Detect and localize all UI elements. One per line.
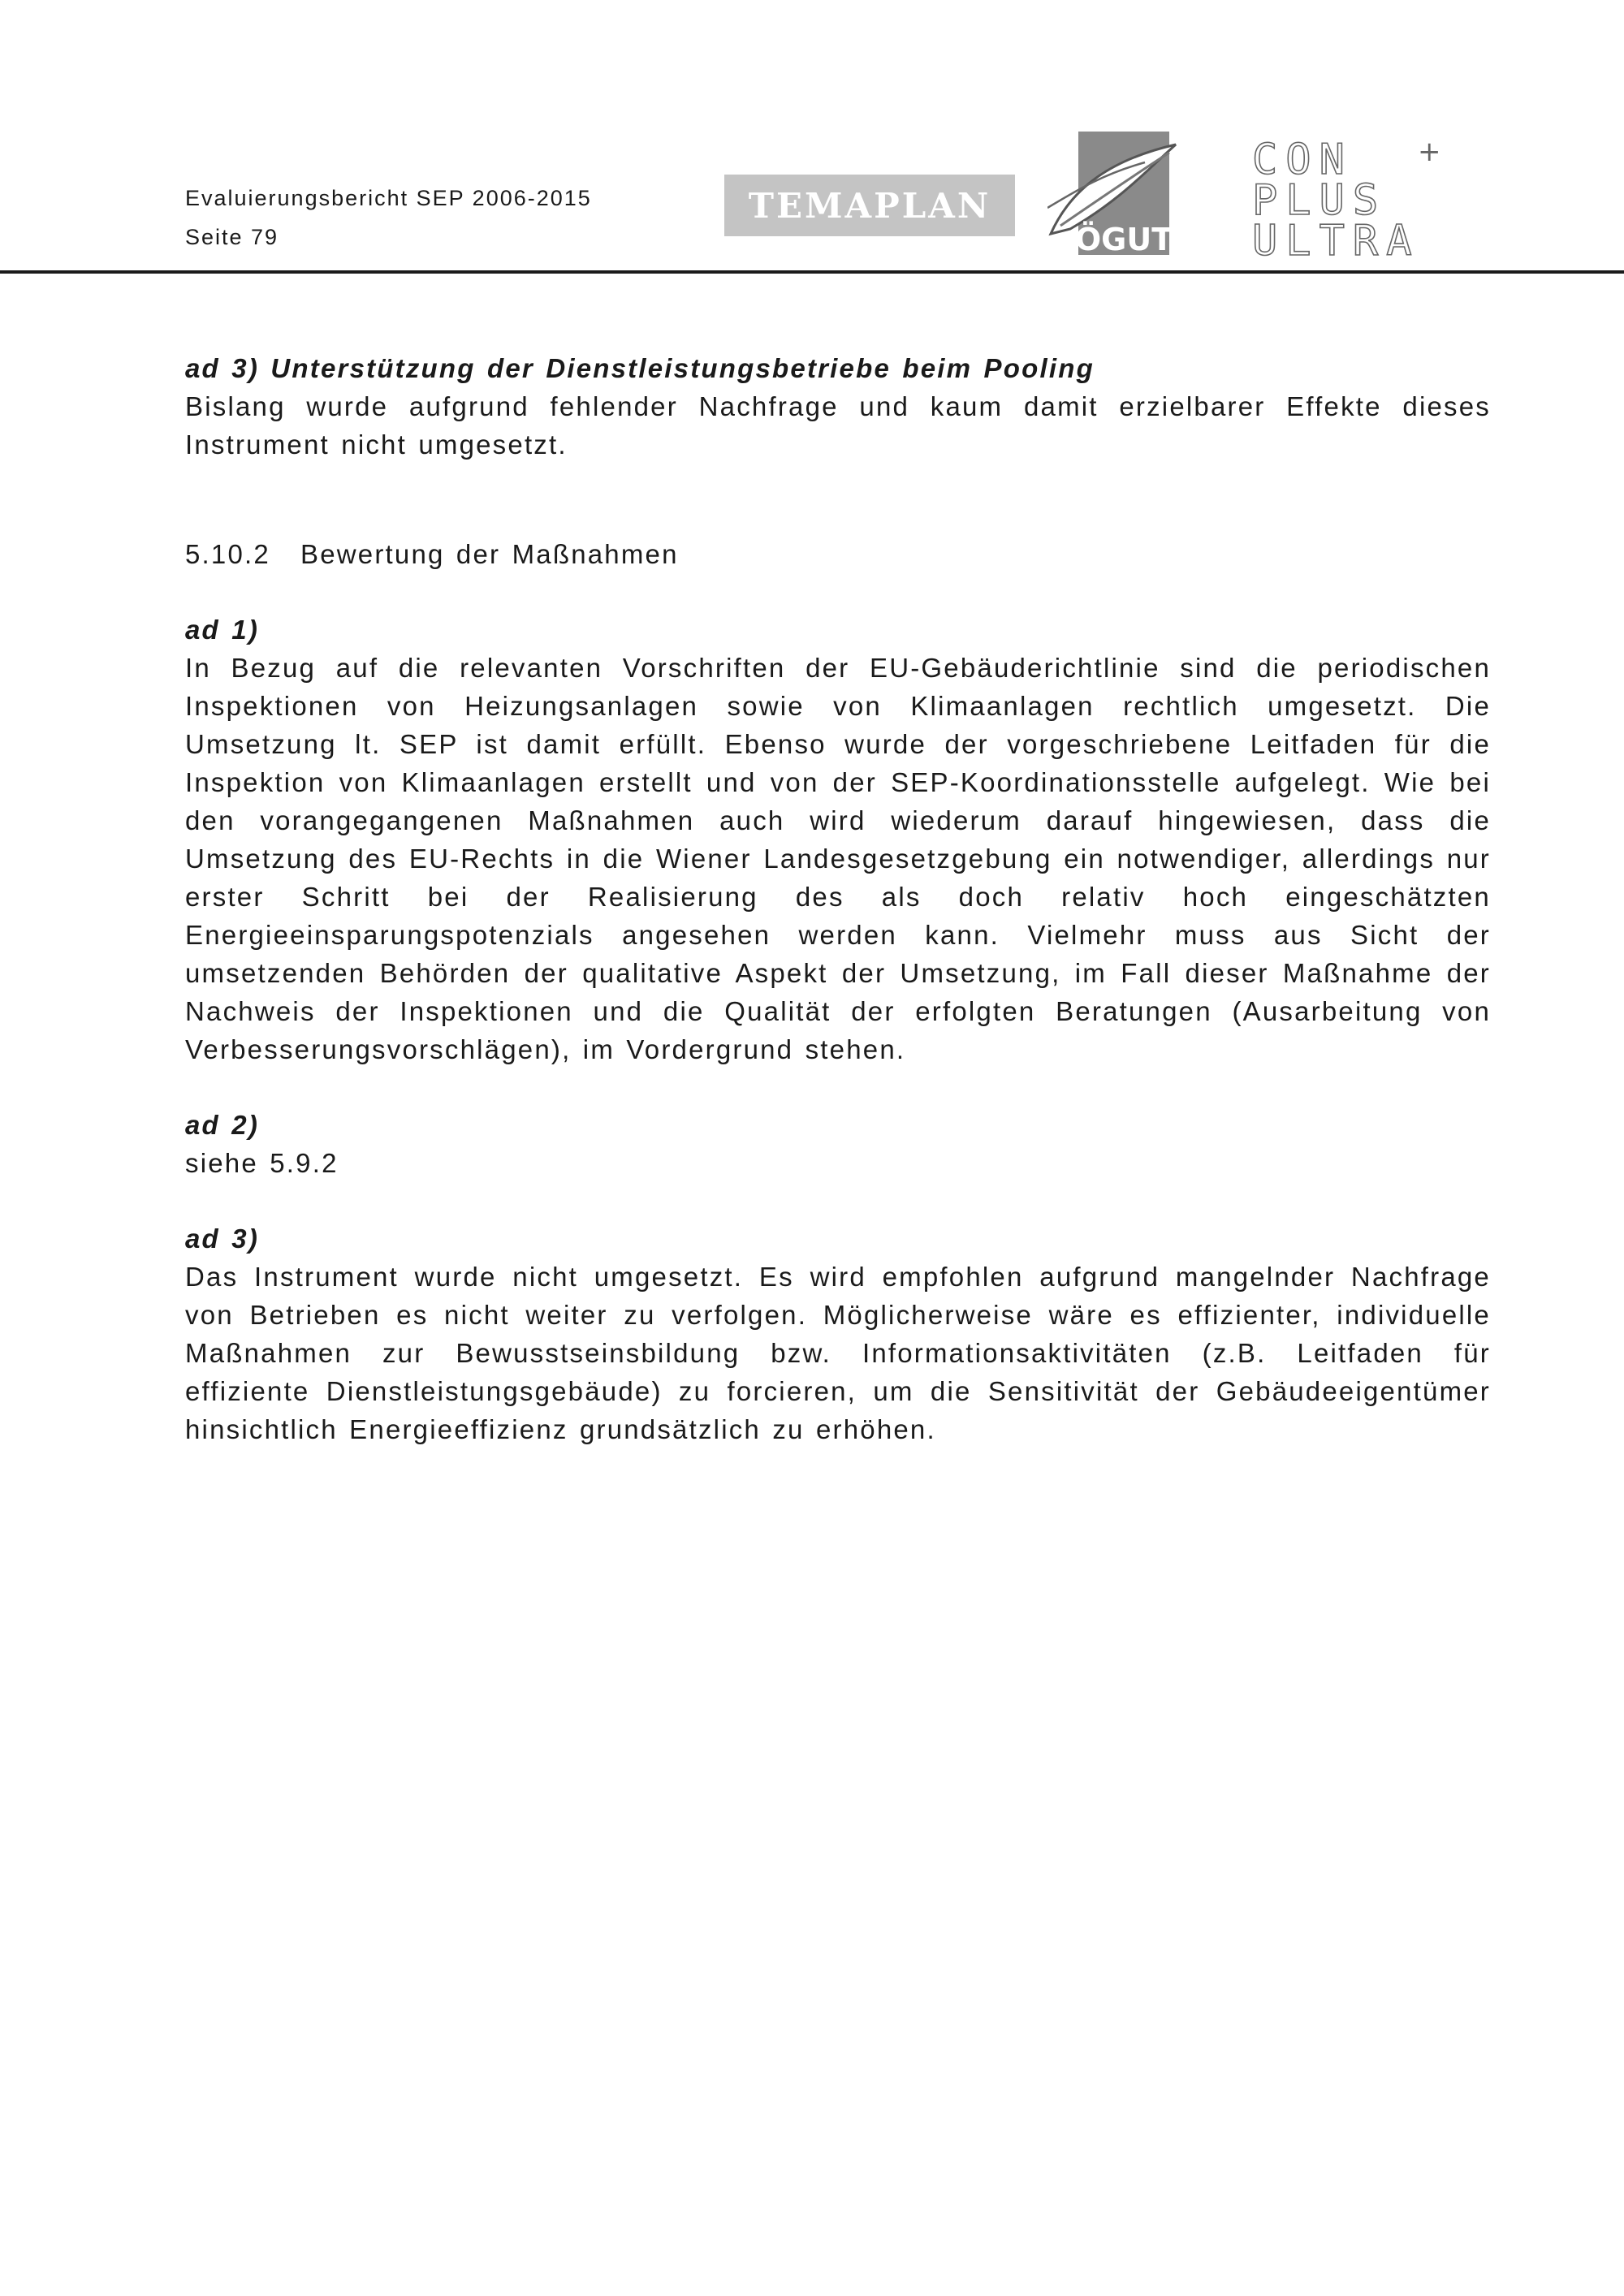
ad2-heading: ad 2) xyxy=(185,1110,260,1140)
document-body xyxy=(185,349,1491,1448)
ad1-paragraph: In Bezug auf die relevanten Vorschriften der EU-Gebäuderichtlinie sind die periodischen Inspektionen von Heizungsanlagen sowie von Klimaanlagen rechtlich umgesetzt. Die Umsetzung lt. SEP ist damit erfüllt. Ebenso wurde der vorgeschriebene Leitfaden für die Inspektion von Klimaanlagen erstellt und von der SEP-Koordinationsstelle aufgelegt. Wie bei den vorangegangenen Maßnahmen auch wird wiederum darauf hingewiesen, dass die Umsetzung des EU-Rechts in die Wiener Landesgesetzgebung ein notwendiger, allerdings nur erster Schritt bei der Realisierung des als doch relativ hoch eingeschätzten Energieeinsparungspotenzials angesehen werden kann. Vielmehr muss aus Sicht der umsetzenden Behörden der qualitative Aspekt der Umsetzung, im Fall dieser Maßnahme der Nachweis der Inspektionen und die Qualität der erfolgten Beratungen (Ausarbeitung von Verbesserungsvorschlägen), im Vordergrund stehen. xyxy=(185,653,1491,1064)
header-divider xyxy=(0,270,1624,274)
paragraph-pooling: Bislang wurde aufgrund fehlender Nachfrage und kaum damit erzielbarer Effekte dieses Instrument nicht umgesetzt. xyxy=(185,391,1491,460)
temaplan-logo xyxy=(724,175,1015,236)
ad1-heading: ad 1) xyxy=(185,615,260,645)
ad2-paragraph: siehe 5.9.2 xyxy=(185,1148,339,1178)
conplus-line-3: ULTRA xyxy=(1252,217,1420,258)
conplusultra-logo xyxy=(1249,136,1452,258)
conplus-line-1: CON xyxy=(1252,136,1353,184)
temaplan-logo-text: TEMAPLAN xyxy=(748,185,991,226)
ad3-paragraph: Das Instrument wurde nicht umgesetzt. Es wird empfohlen aufgrund mangelnder Nachfrage von Betrieben es nicht weiter zu verfolgen. Möglicherweise wäre es effizienter, individuelle Maßnahmen zur Bewusstseinsbildung bzw. Informationsaktivitäten (z.B. Leitfaden für effiziente Dienstleistungsgebäude) zu forcieren, um die Sensitivität der Gebäudeeigentümer hinsichtlich Energieeffizienz grundsätzlich zu erhöhen. xyxy=(185,1262,1491,1444)
section-title xyxy=(185,535,1491,573)
page-header xyxy=(185,179,592,257)
ogut-logo xyxy=(1047,130,1186,258)
section-heading-pooling: ad 3) Unterstützung der Dienstleistungsbetriebe beim Pooling xyxy=(185,353,1095,383)
section-title-text: Bewertung der Maßnahmen xyxy=(300,539,679,569)
ogut-logo-text: ÖGUT xyxy=(1074,222,1173,257)
ad3-heading: ad 3) xyxy=(185,1224,260,1254)
section-number: 5.10.2 xyxy=(185,539,270,569)
page-number: Seite 79 xyxy=(185,225,279,249)
report-title: Evaluierungsbericht SEP 2006-2015 xyxy=(185,186,592,210)
plus-icon: + xyxy=(1418,136,1441,168)
conplus-line-2: PLUS xyxy=(1252,176,1387,225)
